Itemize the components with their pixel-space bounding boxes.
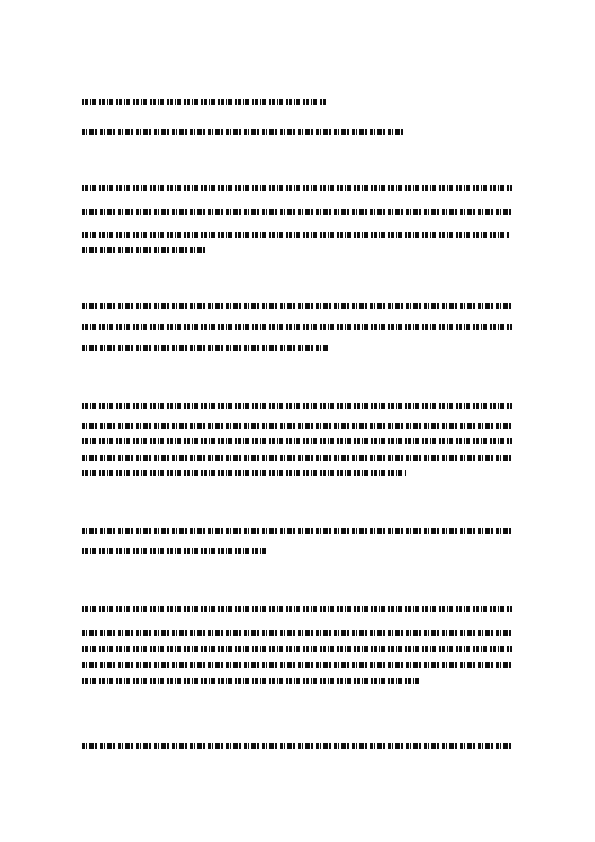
paragraph-line xyxy=(82,345,329,351)
document-heading-line xyxy=(82,99,326,105)
paragraph-line xyxy=(82,423,512,429)
paragraph-line xyxy=(82,528,512,534)
paragraph-line xyxy=(82,455,512,461)
paragraph-line xyxy=(82,470,406,476)
paragraph-line xyxy=(82,548,268,554)
paragraph-line xyxy=(82,247,205,253)
document-subheading-line xyxy=(82,129,404,135)
paragraph-line xyxy=(82,630,512,636)
paragraph-line xyxy=(82,606,512,612)
paragraph-line xyxy=(82,646,512,652)
paragraph-line xyxy=(82,185,512,191)
paragraph-line xyxy=(82,209,512,215)
paragraph-line xyxy=(82,678,422,684)
paragraph-line xyxy=(82,662,512,668)
paragraph-line xyxy=(82,403,512,409)
paragraph-line xyxy=(82,438,512,444)
paragraph-line xyxy=(82,232,510,238)
paragraph-line xyxy=(82,743,512,749)
paragraph-line xyxy=(82,324,512,330)
paragraph-line xyxy=(82,303,512,309)
